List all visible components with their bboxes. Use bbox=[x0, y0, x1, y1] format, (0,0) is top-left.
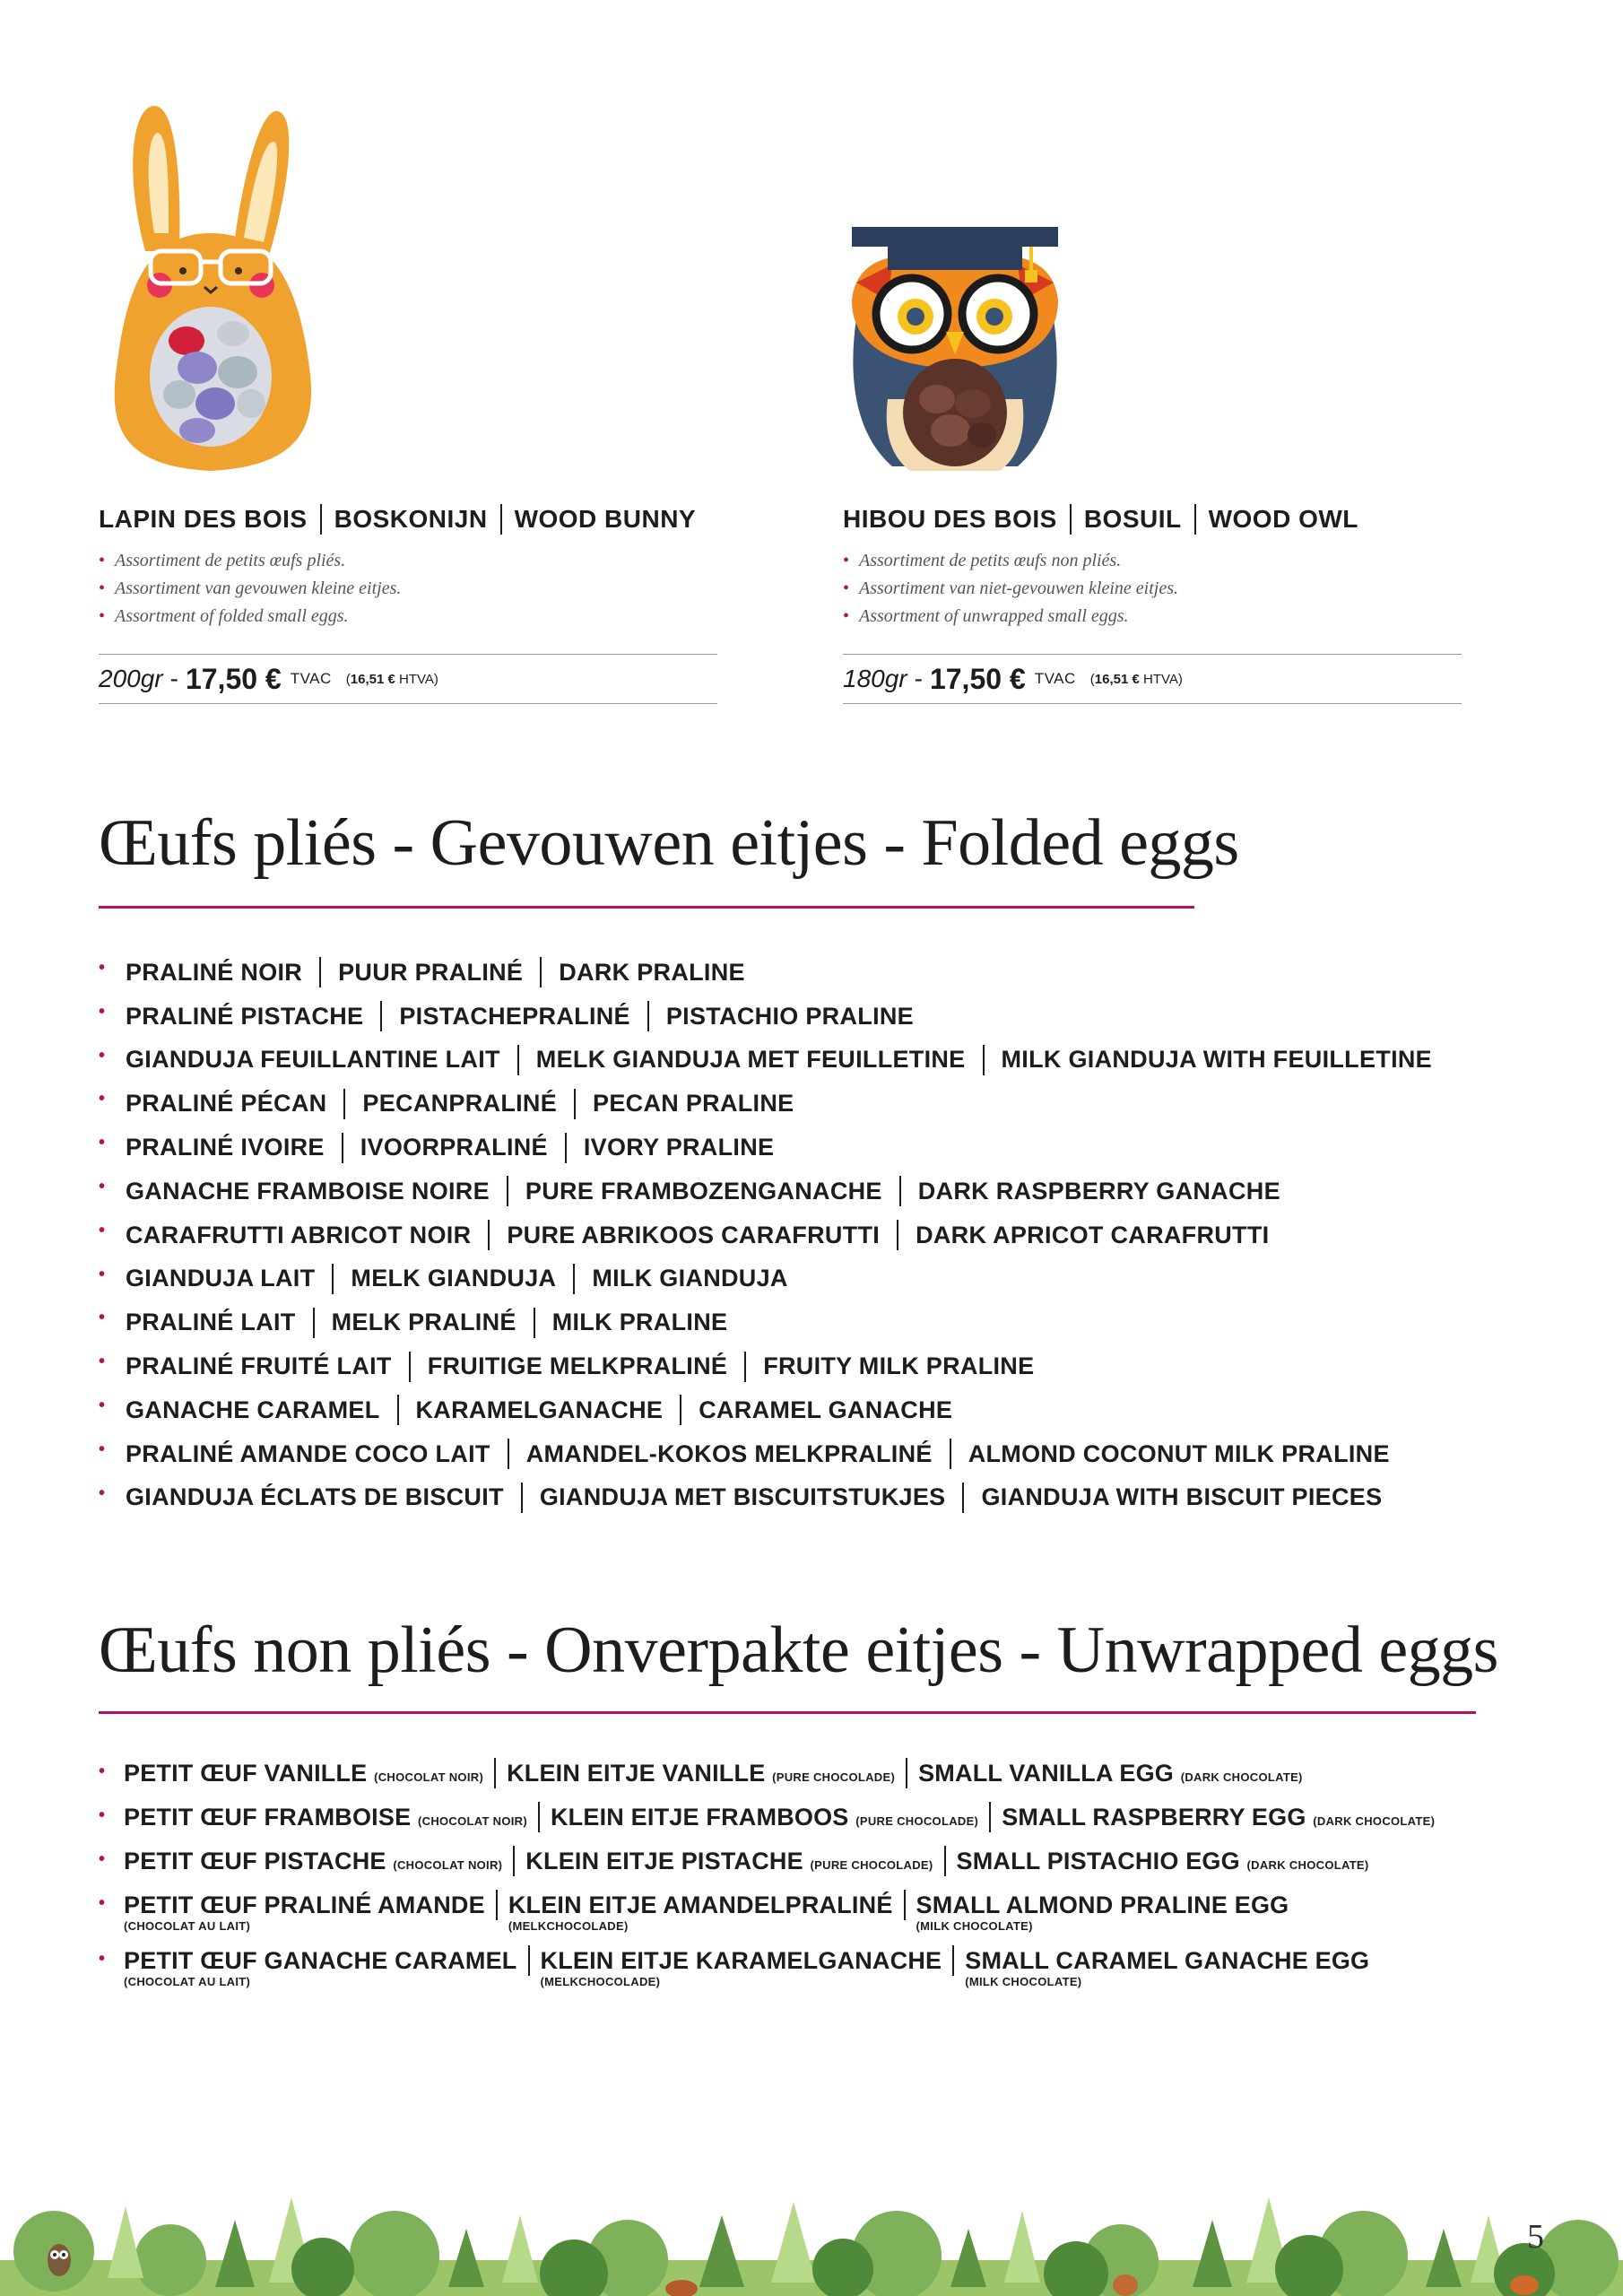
tvac-label: TVAC bbox=[1034, 670, 1076, 687]
product-name-nl: BOSKONIJN bbox=[334, 505, 488, 533]
chocolate-type-note: (PURE CHOCOLADE) bbox=[810, 1858, 933, 1872]
product-name-en: WOOD BUNNY bbox=[514, 505, 697, 533]
price-bar: 180gr - 17,50 € TVAC (16,51 € HTVA) bbox=[843, 654, 1462, 704]
chocolate-type-note: (MELKCHOCOLADE) bbox=[540, 1975, 661, 1988]
name-nl: PISTACHEPRALINÉ bbox=[399, 1002, 630, 1030]
separator bbox=[397, 1395, 399, 1425]
egg-name: SMALL CARAMEL GANACHE EGG bbox=[965, 1947, 1370, 1974]
product-wood-owl bbox=[843, 504, 1462, 704]
name-fr bbox=[124, 1758, 483, 1793]
unwrapped-egg-item bbox=[99, 1846, 1614, 1890]
name-en: IVORY PRALINE bbox=[583, 1134, 775, 1161]
name-nl bbox=[551, 1802, 978, 1837]
unwrapped-egg-item bbox=[99, 1802, 1614, 1846]
name-fr bbox=[124, 1802, 527, 1837]
description-line: • Assortment of unwrapped small eggs. bbox=[843, 603, 1462, 631]
name-nl: FRUITIGE MELKPRALINÉ bbox=[427, 1352, 728, 1380]
name-en: MILK GIANDUJA bbox=[592, 1265, 788, 1292]
separator bbox=[573, 1264, 575, 1294]
price-bar: 200gr - 17,50 € TVAC (16,51 € HTVA) bbox=[99, 654, 717, 704]
chocolate-type-note: (DARK CHOCOLATE) bbox=[1246, 1858, 1369, 1872]
separator bbox=[507, 1176, 508, 1206]
separator bbox=[528, 1945, 530, 1976]
folded-egg-item bbox=[99, 1039, 1569, 1083]
folded-egg-item bbox=[99, 1388, 1569, 1432]
name-nl: PURE ABRIKOOS CARAFRUTTI bbox=[507, 1221, 881, 1248]
name-en: GIANDUJA WITH BISCUIT PIECES bbox=[981, 1483, 1383, 1511]
egg-name: KLEIN EITJE PISTACHE bbox=[525, 1848, 803, 1874]
product-name-nl: BOSUIL bbox=[1083, 505, 1182, 533]
name-en bbox=[916, 1890, 1289, 1933]
name-nl: PURE FRAMBOZENGANACHE bbox=[525, 1177, 882, 1205]
name-nl bbox=[541, 1945, 942, 1988]
name-fr bbox=[124, 1890, 485, 1933]
separator bbox=[897, 1220, 898, 1250]
chocolate-type-note: (CHOCOLAT NOIR) bbox=[418, 1814, 527, 1828]
folded-egg-item bbox=[99, 1082, 1569, 1126]
separator bbox=[565, 1133, 567, 1163]
name-nl: MELK PRALINÉ bbox=[331, 1309, 516, 1336]
separator bbox=[488, 1220, 490, 1250]
wood-bunny-image bbox=[90, 99, 332, 475]
egg-name: PETIT ŒUF PISTACHE bbox=[124, 1848, 386, 1874]
name-nl: AMANDEL-KOKOS MELKPRALINÉ bbox=[525, 1439, 933, 1467]
separator bbox=[744, 1352, 746, 1382]
product-wood-bunny bbox=[99, 504, 717, 704]
name-fr: • PRALINÉ AMANDE COCO LAIT bbox=[126, 1439, 490, 1467]
name-en: MILK GIANDUJA WITH FEUILLETINE bbox=[1001, 1046, 1432, 1074]
description-line: • Assortiment de petits œufs pliés. bbox=[99, 547, 717, 575]
name-en bbox=[957, 1846, 1369, 1881]
egg-name: SMALL ALMOND PRALINE EGG bbox=[916, 1892, 1289, 1918]
unwrapped-eggs-rule bbox=[99, 1711, 1476, 1714]
chocolate-type-note: (CHOCOLAT NOIR) bbox=[393, 1858, 503, 1872]
name-fr: • GIANDUJA ÉCLATS DE BISCUIT bbox=[126, 1483, 504, 1511]
separator bbox=[574, 1089, 576, 1119]
separator bbox=[538, 1802, 540, 1832]
folded-egg-item bbox=[99, 1432, 1569, 1476]
name-en: DARK RASPBERRY GANACHE bbox=[917, 1177, 1280, 1205]
name-fr bbox=[124, 1846, 502, 1881]
product-name-fr: HIBOU DES BOIS bbox=[843, 505, 1057, 533]
name-fr: • PRALINÉ LAIT bbox=[126, 1309, 296, 1336]
name-en: DARK APRICOT CARAFRUTTI bbox=[916, 1221, 1270, 1248]
separator bbox=[983, 1045, 985, 1075]
separator bbox=[342, 1133, 343, 1163]
chocolate-type-note: (MILK CHOCOLATE) bbox=[965, 1975, 1082, 1988]
name-en bbox=[918, 1758, 1303, 1793]
folded-egg-item bbox=[99, 1257, 1569, 1301]
product-name-fr: LAPIN DES BOIS bbox=[99, 505, 308, 533]
name-en: PECAN PRALINE bbox=[593, 1090, 794, 1118]
name-nl: PUUR PRALINÉ bbox=[338, 958, 524, 986]
name-nl: KARAMELGANACHE bbox=[415, 1396, 664, 1423]
egg-name: SMALL RASPBERRY EGG bbox=[1002, 1804, 1306, 1831]
folded-egg-item bbox=[99, 1476, 1569, 1520]
folded-egg-item bbox=[99, 951, 1569, 995]
unwrapped-eggs-title: Œufs non pliés - Onverpakte eitjes - Unwrapped eggs bbox=[99, 1613, 1498, 1687]
price-htva: (16,51 € HTVA) bbox=[345, 671, 438, 687]
folded-eggs-title: Œufs pliés - Gevouwen eitjes - Folded eggs bbox=[99, 806, 1239, 880]
separator bbox=[496, 1890, 498, 1920]
name-fr: • PRALINÉ IVOIRE bbox=[126, 1134, 325, 1161]
wood-owl-image bbox=[838, 220, 1072, 480]
name-en bbox=[1002, 1802, 1435, 1837]
separator bbox=[380, 1001, 382, 1031]
separator bbox=[513, 1846, 515, 1876]
product-weight: 200gr bbox=[99, 665, 163, 692]
chocolate-type-note: (MILK CHOCOLATE) bbox=[916, 1919, 1033, 1933]
name-nl: MELK GIANDUJA bbox=[351, 1265, 557, 1292]
separator bbox=[944, 1846, 946, 1876]
separator bbox=[313, 1308, 315, 1338]
name-nl: GIANDUJA MET BISCUITSTUKJES bbox=[539, 1483, 946, 1511]
separator bbox=[950, 1439, 951, 1469]
name-en: ALMOND COCONUT MILK PRALINE bbox=[968, 1439, 1390, 1467]
name-nl bbox=[507, 1758, 895, 1793]
separator bbox=[343, 1089, 345, 1119]
folded-egg-item bbox=[99, 1213, 1569, 1257]
folded-egg-item bbox=[99, 1300, 1569, 1344]
egg-name: SMALL VANILLA EGG bbox=[918, 1760, 1174, 1787]
separator bbox=[1194, 504, 1196, 535]
chocolate-type-note: (PURE CHOCOLADE) bbox=[855, 1814, 979, 1828]
name-fr: • CARAFRUTTI ABRICOT NOIR bbox=[126, 1221, 472, 1248]
separator bbox=[517, 1045, 519, 1075]
egg-name: PETIT ŒUF PRALINÉ AMANDE bbox=[124, 1892, 485, 1918]
separator bbox=[904, 1890, 906, 1920]
name-en: CARAMEL GANACHE bbox=[699, 1396, 953, 1423]
name-fr: • PRALINÉ PISTACHE bbox=[126, 1002, 364, 1030]
price-tvac: 17,50 € bbox=[929, 662, 1026, 695]
product-description bbox=[99, 547, 717, 631]
name-fr bbox=[124, 1945, 517, 1988]
egg-name: KLEIN EITJE VANILLE bbox=[507, 1760, 766, 1787]
tvac-label: TVAC bbox=[290, 670, 332, 687]
separator bbox=[962, 1483, 964, 1513]
chocolate-type-note: (CHOCOLAT NOIR) bbox=[374, 1770, 484, 1784]
forest-footer-illustration bbox=[0, 2179, 1623, 2296]
chocolate-type-note: (CHOCOLAT AU LAIT) bbox=[124, 1919, 251, 1933]
egg-name: KLEIN EITJE KARAMELGANACHE bbox=[540, 1947, 942, 1974]
name-fr: • PRALINÉ PÉCAN bbox=[126, 1090, 327, 1118]
separator bbox=[534, 1308, 535, 1338]
name-en bbox=[965, 1945, 1369, 1988]
chocolate-type-note: (DARK CHOCOLATE) bbox=[1180, 1770, 1303, 1784]
description-line: • Assortiment de petits œufs non pliés. bbox=[843, 547, 1462, 575]
name-fr: • GANACHE FRAMBOISE NOIRE bbox=[126, 1177, 490, 1205]
name-nl: PECANPRALINÉ bbox=[362, 1090, 558, 1118]
folded-egg-item bbox=[99, 1344, 1569, 1388]
separator bbox=[521, 1483, 523, 1513]
separator bbox=[319, 957, 321, 987]
unwrapped-egg-item bbox=[99, 1890, 1614, 1945]
name-nl bbox=[508, 1890, 893, 1933]
price-tvac: 17,50 € bbox=[185, 662, 282, 695]
name-nl: IVOORPRALINÉ bbox=[360, 1134, 548, 1161]
name-fr: • GIANDUJA LAIT bbox=[126, 1265, 316, 1292]
unwrapped-egg-item bbox=[99, 1758, 1614, 1802]
chocolate-type-note: (DARK CHOCOLATE) bbox=[1313, 1814, 1436, 1828]
folded-egg-item bbox=[99, 995, 1569, 1039]
product-weight: 180gr bbox=[843, 665, 907, 692]
product-name-en: WOOD OWL bbox=[1208, 505, 1358, 533]
egg-name: SMALL PISTACHIO EGG bbox=[956, 1848, 1240, 1874]
name-en: DARK PRALINE bbox=[559, 958, 745, 986]
forest-illustration bbox=[0, 2179, 1623, 2296]
egg-name: KLEIN EITJE FRAMBOOS bbox=[550, 1804, 849, 1831]
separator bbox=[320, 504, 322, 535]
description-line: • Assortiment van gevouwen kleine eitjes. bbox=[99, 575, 717, 603]
chocolate-type-note: (MELKCHOCOLADE) bbox=[508, 1919, 629, 1933]
egg-name: KLEIN EITJE AMANDELPRALINÉ bbox=[508, 1892, 893, 1918]
name-en: FRUITY MILK PRALINE bbox=[763, 1352, 1035, 1380]
separator bbox=[906, 1758, 907, 1788]
name-fr: • PRALINÉ NOIR bbox=[126, 958, 303, 986]
separator bbox=[680, 1395, 681, 1425]
fox-icon bbox=[1510, 2275, 1539, 2295]
name-en: MILK PRALINE bbox=[551, 1309, 728, 1336]
price-htva: (16,51 € HTVA) bbox=[1089, 671, 1183, 687]
product-name bbox=[843, 504, 1462, 535]
owl-icon bbox=[48, 2244, 71, 2276]
name-fr: • GIANDUJA FEUILLANTINE LAIT bbox=[126, 1046, 500, 1074]
product-description bbox=[843, 547, 1462, 631]
name-nl bbox=[525, 1846, 933, 1881]
separator bbox=[952, 1945, 954, 1976]
egg-name: PETIT ŒUF FRAMBOISE bbox=[124, 1804, 412, 1831]
separator bbox=[332, 1264, 334, 1294]
folded-egg-item bbox=[99, 1170, 1569, 1213]
name-fr: • PRALINÉ FRUITÉ LAIT bbox=[126, 1352, 392, 1380]
separator bbox=[409, 1352, 411, 1382]
separator bbox=[540, 957, 542, 987]
unwrapped-eggs-list bbox=[99, 1758, 1614, 2001]
separator bbox=[899, 1176, 901, 1206]
folded-egg-item bbox=[99, 1126, 1569, 1170]
egg-name: PETIT ŒUF VANILLE bbox=[124, 1760, 368, 1787]
separator bbox=[500, 504, 502, 535]
description-line: • Assortiment van niet-gevouwen kleine eitjes. bbox=[843, 575, 1462, 603]
description-line: • Assortment of folded small eggs. bbox=[99, 603, 717, 631]
chocolate-type-note: (PURE CHOCOLADE) bbox=[772, 1770, 896, 1784]
rabbit-icon bbox=[1113, 2274, 1138, 2296]
page-number: 5 bbox=[1527, 2218, 1544, 2256]
separator bbox=[508, 1439, 509, 1469]
egg-name: PETIT ŒUF GANACHE CARAMEL bbox=[124, 1947, 517, 1974]
folded-eggs-rule bbox=[99, 906, 1194, 909]
chocolate-type-note: (CHOCOLAT AU LAIT) bbox=[124, 1975, 251, 1988]
separator bbox=[1070, 504, 1072, 535]
separator bbox=[647, 1001, 649, 1031]
separator bbox=[989, 1802, 991, 1832]
product-name bbox=[99, 504, 717, 535]
name-en: PISTACHIO PRALINE bbox=[665, 1002, 914, 1030]
separator bbox=[494, 1758, 496, 1788]
name-fr: • GANACHE CARAMEL bbox=[126, 1396, 380, 1423]
name-nl: MELK GIANDUJA MET FEUILLETINE bbox=[535, 1046, 966, 1074]
unwrapped-egg-item bbox=[99, 1945, 1614, 2001]
folded-eggs-list bbox=[99, 951, 1569, 1519]
